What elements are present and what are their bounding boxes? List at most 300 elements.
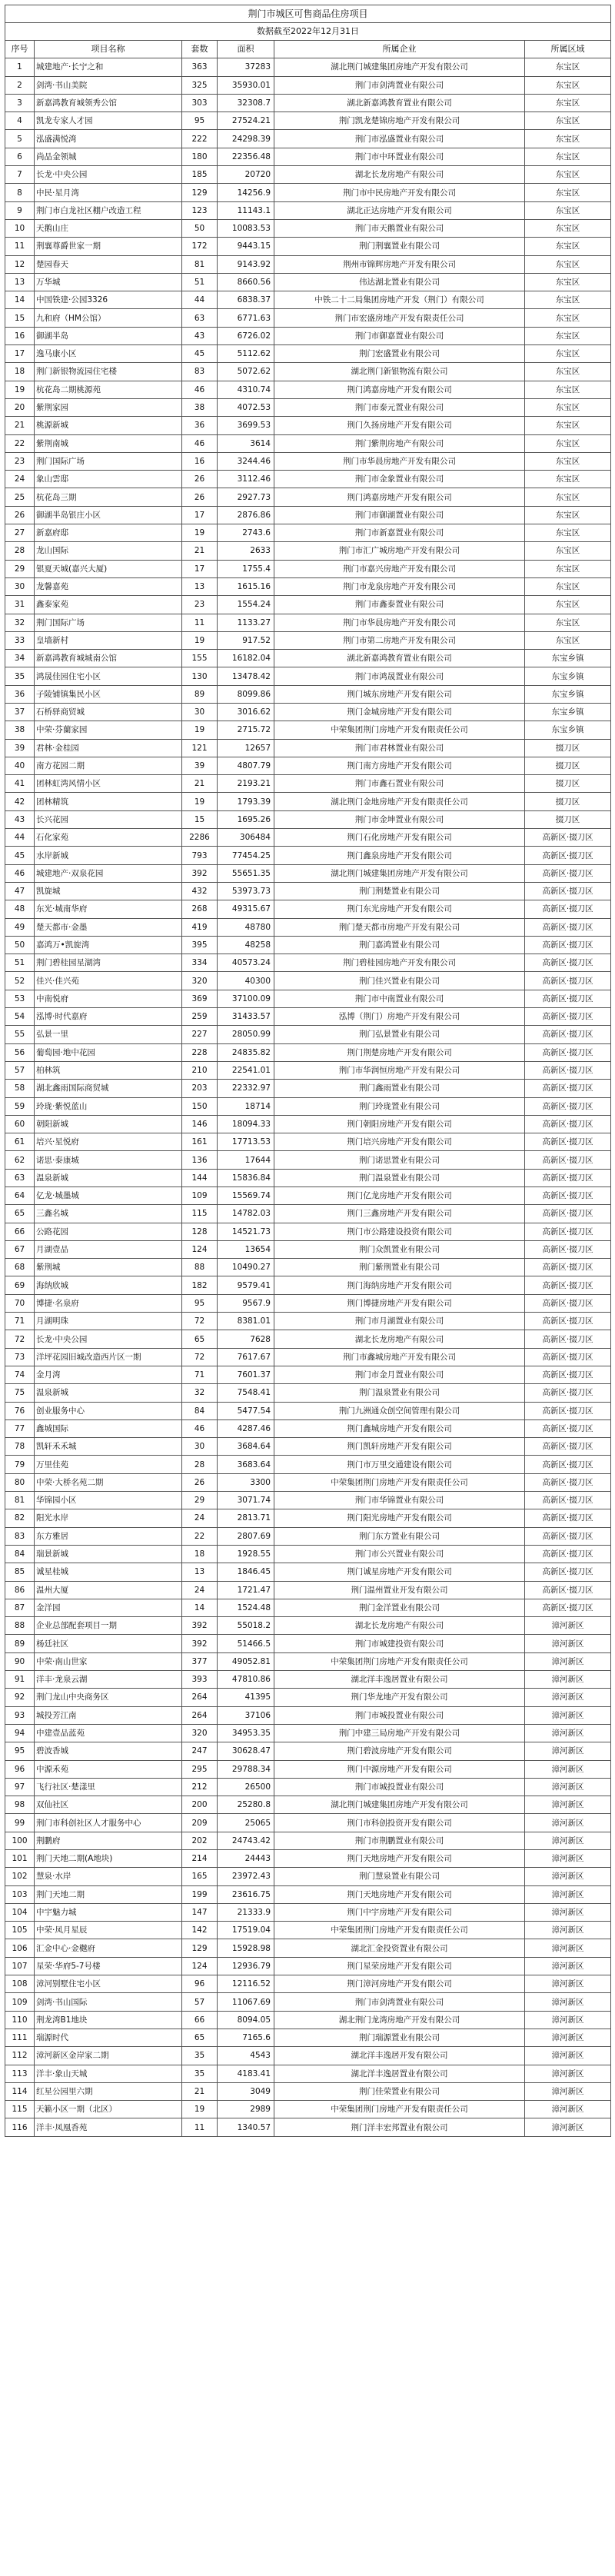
floor-area: 1695.26 [218, 810, 274, 828]
table-row [5, 1223, 611, 1240]
floor-area: 6771.63 [218, 309, 274, 327]
unit-count: 19 [182, 721, 218, 739]
row-index: 36 [5, 685, 35, 703]
project-name: 温泉新城 [35, 1384, 182, 1402]
floor-area: 4807.79 [218, 757, 274, 774]
project-name: 楚天都市·金墨 [35, 918, 182, 936]
project-name: 中荣·南山世家 [35, 1652, 182, 1670]
row-index: 2 [5, 76, 35, 94]
row-index: 62 [5, 1151, 35, 1169]
unit-count: 228 [182, 1043, 218, 1061]
unit-count: 124 [182, 1957, 218, 1975]
project-name: 荆鹏府 [35, 1832, 182, 1849]
row-index: 56 [5, 1043, 35, 1061]
developer-name: 荆门弘景置业有限公司 [274, 1026, 525, 1043]
region-name: 东宝区 [525, 130, 611, 148]
project-name: 长兴花园 [35, 810, 182, 828]
row-index: 95 [5, 1742, 35, 1760]
floor-area: 15569.74 [218, 1187, 274, 1205]
floor-area: 9143.92 [218, 255, 274, 273]
region-name: 高新区·掇刀区 [525, 1330, 611, 1348]
region-name: 东宝乡镇 [525, 667, 611, 685]
table-row [5, 757, 611, 774]
floor-area: 17519.04 [218, 1922, 274, 1939]
floor-area: 3112.46 [218, 471, 274, 488]
floor-area: 3300 [218, 1473, 274, 1491]
project-name: 荆门龙山中央商务区 [35, 1689, 182, 1706]
unit-count: 35 [182, 2047, 218, 2065]
developer-name: 中荣集团荆门房地产开发有限责任公司 [274, 1922, 525, 1939]
table-row [5, 1957, 611, 1975]
floor-area: 18714 [218, 1097, 274, 1115]
report-sheet [5, 5, 610, 2137]
developer-name: 湖北洋丰逸居置业有限公司 [274, 1671, 525, 1689]
project-name: 中荣·大桥名苑二期 [35, 1473, 182, 1491]
unit-count: 393 [182, 1671, 218, 1689]
unit-count: 66 [182, 2011, 218, 2029]
table-row [5, 1617, 611, 1635]
region-name: 东宝乡镇 [525, 685, 611, 703]
developer-name: 荆门洋丰宏邦置业有限公司 [274, 2118, 525, 2136]
row-index: 42 [5, 793, 35, 810]
unit-count: 182 [182, 1276, 218, 1294]
row-index: 16 [5, 327, 35, 344]
floor-area: 4310.74 [218, 381, 274, 398]
developer-name: 荆门碧波房地产开发有限公司 [274, 1742, 525, 1760]
project-name: 海纳欣城 [35, 1276, 182, 1294]
unit-count: 203 [182, 1080, 218, 1097]
row-index: 4 [5, 112, 35, 130]
project-name: 月湖壹品 [35, 1240, 182, 1258]
floor-area: 18094.33 [218, 1115, 274, 1133]
project-name: 城投芳江南 [35, 1706, 182, 1724]
region-name: 漳河新区 [525, 1849, 611, 1867]
project-name: 洋丰·象山天城 [35, 2065, 182, 2082]
floor-area: 4072.53 [218, 398, 274, 416]
project-name: 双仙社区 [35, 1796, 182, 1814]
region-name: 漳河新区 [525, 1671, 611, 1689]
floor-area: 27524.21 [218, 112, 274, 130]
unit-count: 210 [182, 1061, 218, 1079]
row-index: 89 [5, 1635, 35, 1652]
region-name: 东宝区 [525, 488, 611, 506]
developer-name: 荆门荆楚房地产开发有限公司 [274, 1043, 525, 1061]
unit-count: 95 [182, 112, 218, 130]
developer-name: 荆门阳光房地产开发有限公司 [274, 1509, 525, 1527]
project-name: 天籁小区一期（北区） [35, 2101, 182, 2118]
unit-count: 146 [182, 1115, 218, 1133]
table-row [5, 1635, 611, 1652]
region-name: 漳河新区 [525, 1706, 611, 1724]
row-index: 66 [5, 1223, 35, 1240]
table-row [5, 1581, 611, 1599]
region-name: 东宝区 [525, 201, 611, 219]
unit-count: 129 [182, 1939, 218, 1957]
project-name: 月湖明珠 [35, 1313, 182, 1330]
region-name: 高新区·掇刀区 [525, 1581, 611, 1599]
region-name: 高新区·掇刀区 [525, 1419, 611, 1437]
table-row [5, 309, 611, 327]
row-index: 10 [5, 219, 35, 237]
unit-count: 36 [182, 417, 218, 434]
table-row [5, 1115, 611, 1133]
floor-area: 10490.27 [218, 1259, 274, 1276]
row-index: 31 [5, 596, 35, 614]
region-name: 高新区·掇刀区 [525, 1223, 611, 1240]
table-row [5, 1384, 611, 1402]
unit-count: 115 [182, 1205, 218, 1223]
project-name: 桃源新城 [35, 417, 182, 434]
floor-area: 51466.5 [218, 1635, 274, 1652]
region-name: 东宝区 [525, 434, 611, 452]
developer-name: 荆门城东房地产开发有限公司 [274, 685, 525, 703]
project-name: 中南悦府 [35, 990, 182, 1007]
unit-count: 136 [182, 1151, 218, 1169]
unit-count: 150 [182, 1097, 218, 1115]
table-row [5, 1366, 611, 1383]
project-name: 万华城 [35, 273, 182, 291]
unit-count: 17 [182, 506, 218, 524]
table-row [5, 847, 611, 864]
col-header-area: 面积 [218, 41, 274, 58]
table-row [5, 1259, 611, 1276]
floor-area: 49315.67 [218, 900, 274, 918]
row-index: 77 [5, 1419, 35, 1437]
table-row [5, 1778, 611, 1796]
unit-count: 142 [182, 1922, 218, 1939]
project-name: 华锦园小区 [35, 1492, 182, 1509]
floor-area: 9567.9 [218, 1294, 274, 1312]
row-index: 13 [5, 273, 35, 291]
row-index: 67 [5, 1240, 35, 1258]
region-name: 东宝区 [525, 291, 611, 309]
floor-area: 1554.24 [218, 596, 274, 614]
unit-count: 17 [182, 560, 218, 577]
project-name: 葡萄园·地中花园 [35, 1043, 182, 1061]
table-row [5, 1080, 611, 1097]
row-index: 87 [5, 1599, 35, 1616]
table-row [5, 1151, 611, 1169]
developer-name: 荆门市君林置业有限公司 [274, 739, 525, 757]
floor-area: 1846.45 [218, 1563, 274, 1581]
developer-name: 荆门市鑫泰置业有限公司 [274, 596, 525, 614]
region-name: 漳河新区 [525, 1868, 611, 1885]
row-index: 92 [5, 1689, 35, 1706]
developer-name: 荆门市华晨房地产开发有限公司 [274, 614, 525, 631]
table-row [5, 201, 611, 219]
unit-count: 96 [182, 1975, 218, 1993]
developer-name: 湖北荆门新银物流有限公司 [274, 363, 525, 381]
region-name: 高新区·掇刀区 [525, 1384, 611, 1402]
region-name: 掇刀区 [525, 757, 611, 774]
region-name: 漳河新区 [525, 1975, 611, 1993]
row-index: 113 [5, 2065, 35, 2082]
region-name: 高新区·掇刀区 [525, 972, 611, 990]
table-row [5, 1975, 611, 1993]
region-name: 高新区·掇刀区 [525, 1348, 611, 1366]
table-row [5, 1903, 611, 1921]
table-row [5, 327, 611, 344]
floor-area: 22356.48 [218, 148, 274, 165]
table-row [5, 1456, 611, 1473]
row-index: 80 [5, 1473, 35, 1491]
floor-area: 15928.98 [218, 1939, 274, 1957]
project-name: 石桥驿商贸城 [35, 703, 182, 721]
region-name: 高新区·掇刀区 [525, 1599, 611, 1616]
floor-area: 9443.15 [218, 238, 274, 255]
developer-name: 荆门金洋置业有限公司 [274, 1599, 525, 1616]
table-row [5, 1402, 611, 1419]
region-name: 高新区·掇刀区 [525, 1492, 611, 1509]
row-index: 17 [5, 345, 35, 363]
unit-count: 432 [182, 882, 218, 900]
project-name: 金月湾 [35, 1366, 182, 1383]
floor-area: 24743.42 [218, 1832, 274, 1849]
unit-count: 30 [182, 703, 218, 721]
region-name: 漳河新区 [525, 1689, 611, 1706]
unit-count: 109 [182, 1187, 218, 1205]
project-name: 象山雲邸 [35, 471, 182, 488]
project-name: 东方雅居 [35, 1527, 182, 1545]
row-index: 88 [5, 1617, 35, 1635]
developer-name: 荆门市月湖置业有限公司 [274, 1313, 525, 1330]
floor-area: 917.52 [218, 631, 274, 649]
unit-count: 89 [182, 685, 218, 703]
row-index: 104 [5, 1903, 35, 1921]
region-name: 高新区·掇刀区 [525, 1043, 611, 1061]
table-row [5, 1939, 611, 1957]
unit-count: 19 [182, 631, 218, 649]
project-name: 洋坪花园旧城改造西片区一期 [35, 1348, 182, 1366]
developer-name: 荆门市宏盛房地产开发有限责任公司 [274, 309, 525, 327]
project-name: 瑞景新城 [35, 1545, 182, 1563]
table-row [5, 1205, 611, 1223]
unit-count: 38 [182, 398, 218, 416]
developer-name: 湖北正达房地产开发有限公司 [274, 201, 525, 219]
project-name: 漳河新区金岸家二期 [35, 2047, 182, 2065]
unit-count: 130 [182, 667, 218, 685]
row-index: 64 [5, 1187, 35, 1205]
region-name: 东宝区 [525, 327, 611, 344]
floor-area: 12116.52 [218, 1975, 274, 1993]
region-name: 高新区·掇刀区 [525, 1259, 611, 1276]
table-row [5, 1294, 611, 1312]
table-row [5, 614, 611, 631]
table-row [5, 130, 611, 148]
table-row [5, 1240, 611, 1258]
developer-name: 荆门紫荆置业有限公司 [274, 1259, 525, 1276]
project-name: 亿龙·城墨城 [35, 1187, 182, 1205]
table-row [5, 417, 611, 434]
region-name: 高新区·掇刀区 [525, 1509, 611, 1527]
developer-name: 荆门金城房地产开发有限公司 [274, 703, 525, 721]
table-row [5, 1313, 611, 1330]
row-index: 37 [5, 703, 35, 721]
table-row [5, 112, 611, 130]
project-name: 荆龙湾B1地块 [35, 2011, 182, 2029]
developer-name: 荆门市中南置业有限公司 [274, 990, 525, 1007]
project-name: 银夏天城(嘉兴大厦) [35, 560, 182, 577]
region-name: 漳河新区 [525, 1922, 611, 1939]
row-index: 23 [5, 452, 35, 470]
row-index: 105 [5, 1922, 35, 1939]
region-name: 高新区·掇刀区 [525, 1276, 611, 1294]
unit-count: 222 [182, 130, 218, 148]
floor-area: 3699.53 [218, 417, 274, 434]
unit-count: 264 [182, 1706, 218, 1724]
developer-name: 湖北洋丰逸居开发有限公司 [274, 2047, 525, 2065]
row-index: 75 [5, 1384, 35, 1402]
floor-area: 7548.41 [218, 1384, 274, 1402]
table-row [5, 739, 611, 757]
developer-name: 荆门九洲通众创空间管理有限公司 [274, 1402, 525, 1419]
row-index: 48 [5, 900, 35, 918]
table-row [5, 506, 611, 524]
region-name: 东宝乡镇 [525, 650, 611, 667]
developer-name: 泓博（荆门）房地产开发有限公司 [274, 1008, 525, 1026]
row-index: 18 [5, 363, 35, 381]
project-name: 长龙·中央公园 [35, 1330, 182, 1348]
table-row [5, 1419, 611, 1437]
project-name: 星荣·华府5-7号楼 [35, 1957, 182, 1975]
developer-name: 荆门市金月置业有限公司 [274, 1366, 525, 1383]
developer-name: 中荣集团荆门房地产开发有限责任公司 [274, 721, 525, 739]
unit-count: 295 [182, 1760, 218, 1778]
unit-count: 11 [182, 2118, 218, 2136]
project-name: 诺思·泰康城 [35, 1151, 182, 1169]
unit-count: 81 [182, 255, 218, 273]
row-index: 53 [5, 990, 35, 1007]
floor-area: 29788.34 [218, 1760, 274, 1778]
developer-name: 荆门宏盛置业有限公司 [274, 345, 525, 363]
table-row [5, 238, 611, 255]
project-name: 漳河别墅住宅小区 [35, 1975, 182, 1993]
table-row [5, 1849, 611, 1867]
floor-area: 21333.9 [218, 1903, 274, 1921]
region-name: 掇刀区 [525, 739, 611, 757]
unit-count: 14 [182, 1599, 218, 1616]
developer-name: 荆门朝阳房地产开发有限公司 [274, 1115, 525, 1133]
floor-area: 5072.62 [218, 363, 274, 381]
developer-name: 荆门市第二房地产开发有限公司 [274, 631, 525, 649]
floor-area: 7165.6 [218, 2029, 274, 2046]
table-row [5, 1689, 611, 1706]
row-index: 65 [5, 1205, 35, 1223]
floor-area: 20720 [218, 166, 274, 184]
developer-name: 荆门市鸿晟置业有限公司 [274, 667, 525, 685]
unit-count: 21 [182, 775, 218, 793]
table-row [5, 452, 611, 470]
unit-count: 84 [182, 1402, 218, 1419]
project-name: 洋丰·凤凰香苑 [35, 2118, 182, 2136]
unit-count: 16 [182, 452, 218, 470]
project-name: 诚星桂城 [35, 1563, 182, 1581]
project-name: 鑫泰家苑 [35, 596, 182, 614]
table-row [5, 1509, 611, 1527]
subtitle-row [5, 23, 611, 41]
region-name: 东宝区 [525, 471, 611, 488]
row-index: 5 [5, 130, 35, 148]
project-name: 汇金中心·金樾府 [35, 1939, 182, 1957]
row-index: 8 [5, 184, 35, 201]
unit-count: 161 [182, 1133, 218, 1151]
region-name: 高新区·掇刀区 [525, 1026, 611, 1043]
row-index: 28 [5, 542, 35, 560]
region-name: 高新区·掇刀区 [525, 1294, 611, 1312]
floor-area: 4287.46 [218, 1419, 274, 1437]
unit-count: 26 [182, 1473, 218, 1491]
floor-area: 2715.72 [218, 721, 274, 739]
project-name: 玲珑·紫悦蓝山 [35, 1097, 182, 1115]
developer-name: 荆门荆襄置业有限公司 [274, 238, 525, 255]
row-index: 78 [5, 1438, 35, 1456]
floor-area: 2633 [218, 542, 274, 560]
developer-name: 中铁二十二局集团房地产开发（荆门）有限公司 [274, 291, 525, 309]
region-name: 东宝区 [525, 614, 611, 631]
floor-area: 53973.73 [218, 882, 274, 900]
floor-area: 1755.4 [218, 560, 274, 577]
project-name: 中荣·芬蘭家园 [35, 721, 182, 739]
region-name: 高新区·掇刀区 [525, 1438, 611, 1456]
row-index: 54 [5, 1008, 35, 1026]
developer-name: 荆门东光房地产开发有限公司 [274, 900, 525, 918]
table-row [5, 1922, 611, 1939]
row-index: 41 [5, 775, 35, 793]
unit-count: 325 [182, 76, 218, 94]
region-name: 高新区·掇刀区 [525, 1061, 611, 1079]
table-row [5, 703, 611, 721]
unit-count: 15 [182, 810, 218, 828]
unit-count: 392 [182, 1635, 218, 1652]
project-name: 长龙·中央公园 [35, 166, 182, 184]
floor-area: 4183.41 [218, 2065, 274, 2082]
table-row [5, 2118, 611, 2136]
project-name: 逸马康小区 [35, 345, 182, 363]
floor-area: 3683.64 [218, 1456, 274, 1473]
row-index: 15 [5, 309, 35, 327]
region-name: 高新区·掇刀区 [525, 1473, 611, 1491]
floor-area: 8660.56 [218, 273, 274, 291]
row-index: 93 [5, 1706, 35, 1724]
floor-area: 47810.86 [218, 1671, 274, 1689]
unit-count: 129 [182, 184, 218, 201]
row-index: 97 [5, 1778, 35, 1796]
unit-count: 144 [182, 1169, 218, 1186]
floor-area: 32308.7 [218, 94, 274, 111]
developer-name: 荆门市科创投资开发有限公司 [274, 1814, 525, 1832]
region-name: 东宝区 [525, 524, 611, 542]
unit-count: 21 [182, 2082, 218, 2100]
unit-count: 88 [182, 1259, 218, 1276]
table-row [5, 2101, 611, 2118]
row-index: 102 [5, 1868, 35, 1885]
region-name: 漳河新区 [525, 1760, 611, 1778]
project-name: 荆门天地二期(A地块) [35, 1849, 182, 1867]
developer-name: 湖北长龙房地产有限公司 [274, 1617, 525, 1635]
project-name: 嘉鸿万•凯旋湾 [35, 936, 182, 954]
floor-area: 25065 [218, 1814, 274, 1832]
col-header-index: 序号 [5, 41, 35, 58]
floor-area: 23972.43 [218, 1868, 274, 1885]
floor-area: 14521.73 [218, 1223, 274, 1240]
region-name: 漳河新区 [525, 1957, 611, 1975]
region-name: 东宝区 [525, 417, 611, 434]
floor-area: 2927.73 [218, 488, 274, 506]
floor-area: 1793.39 [218, 793, 274, 810]
data-date-note: 数据截至2022年12月31日 [5, 23, 611, 41]
col-header-region: 所属区域 [525, 41, 611, 58]
region-name: 东宝区 [525, 94, 611, 111]
